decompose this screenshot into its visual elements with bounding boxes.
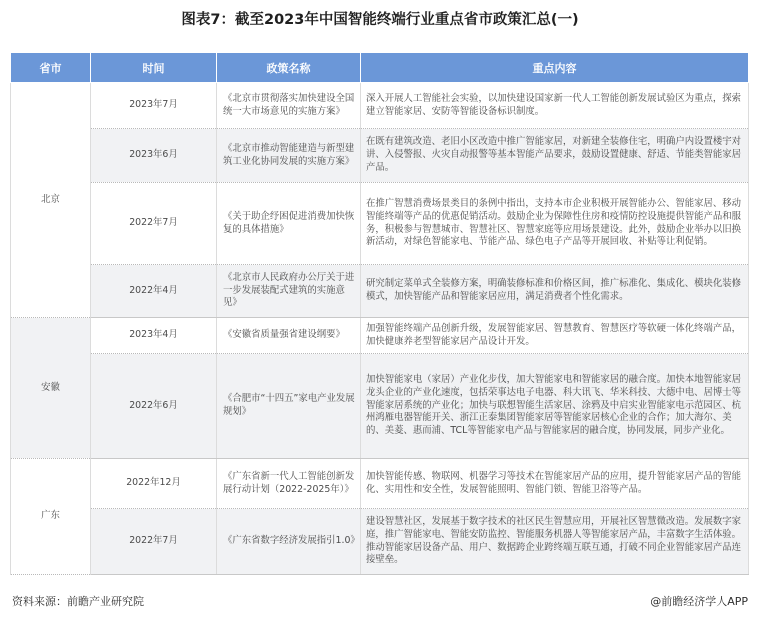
province-cell: 北京 xyxy=(11,83,91,318)
content-cell: 在推广智慧消费场景类目的条例中指出，支持本市企业积极开展智能办公、智能家居、移动智能终端等产品的优惠促销活动。鼓励企业为保障性住房和疫情防控设施提供智能产品和服务，积极参与智慧城市、智慧社区、智慧家庭等应用场景建设。此外，鼓励企业举办以旧换新活动，对绿色智能家电、节能产品、绿色电子产品等开展回收、补贴等让利促销。 xyxy=(361,183,749,265)
policy-name-cell: 《合肥市“十四五”家电产业发展规划》 xyxy=(217,354,361,459)
header-province: 省市 xyxy=(11,53,91,83)
table-header-row xyxy=(11,53,749,83)
time-cell: 2023年4月 xyxy=(91,318,217,354)
policy-name-cell: 《北京市人民政府办公厅关于进一步发展装配式建筑的实施意见》 xyxy=(217,265,361,318)
header-key-content: 重点内容 xyxy=(361,53,749,83)
source-note: 资料来源：前瞻产业研究院 xyxy=(12,595,144,608)
table-row xyxy=(11,459,749,509)
time-cell: 2022年4月 xyxy=(91,265,217,318)
time-cell: 2022年6月 xyxy=(91,354,217,459)
content-cell: 加快智能家电（家居）产业化步伐，加大智能家电和智能家居的融合度。加快本地智能家居龙头企业的产业化速度，包括荣事达电子电器、科大讯飞、华米科技、大德中电、居博士等智能家居系统的产业化；加快与联想智能生活家居、涂鸦及中启实业智能家电示范园区、杭州鸿雁电器智能开关、浙江正泰集团智能家居等智能家居核心企业的合作；加大海尔、美的、美菱、惠而浦、TCL等智能家电产品与智能家居的融合度，协同发展，同步产业化。 xyxy=(361,354,749,459)
time-cell: 2022年12月 xyxy=(91,459,217,509)
table-row xyxy=(11,509,749,575)
table-row xyxy=(11,354,749,459)
table-row xyxy=(11,318,749,354)
chart-title: 图表7：截至2023年中国智能终端行业重点省市政策汇总(一) xyxy=(181,12,579,28)
header-time: 时间 xyxy=(91,53,217,83)
time-cell: 2023年6月 xyxy=(91,129,217,183)
time-cell: 2022年7月 xyxy=(91,509,217,575)
province-cell: 广东 xyxy=(11,459,91,575)
policy-name-cell: 《关于助企纾困促进消费加快恢复的具体措施》 xyxy=(217,183,361,265)
policy-table xyxy=(10,52,749,575)
content-cell: 在既有建筑改造、老旧小区改造中推广智能家居，对新建全装修住宅，明确户内设置楼宇对讲、入侵警报、火灾自动报警等基本智能产品要求，鼓励设置健康、舒适、节能类智能家居产品。 xyxy=(361,129,749,183)
time-cell: 2022年7月 xyxy=(91,183,217,265)
table-row xyxy=(11,129,749,183)
table-row xyxy=(11,265,749,318)
content-cell: 建设智慧社区，发展基于数字技术的社区民生智慧应用，开展社区智慧微改造。发展数字家庭，推广智能家电、智能安防监控、智能服务机器人等智能家居产品，丰富数字生活体验。推动智能家居设备产品、用户、数据跨企业跨终端互联互通，打破不同企业智能家居产品连接壁垒。 xyxy=(361,509,749,575)
credit-note: @前瞻经济学人APP xyxy=(650,595,748,608)
content-cell: 研究制定菜单式全装修方案，明确装修标准和价格区间，推广标准化、集成化、模块化装修模式，加快智能产品和智能家居应用，满足消费者个性化需求。 xyxy=(361,265,749,318)
policy-name-cell: 《北京市贯彻落实加快建设全国统一大市场意见的实施方案》 xyxy=(217,83,361,129)
province-cell: 安徽 xyxy=(11,318,91,459)
policy-name-cell: 《广东省新一代人工智能创新发展行动计划（2022-2025年）》 xyxy=(217,459,361,509)
content-cell: 深入开展人工智能社会实验，以加快建设国家新一代人工智能创新发展试验区为重点，探索建立智能家居、安防等智能设备标识制度。 xyxy=(361,83,749,129)
header-policy-name: 政策名称 xyxy=(217,53,361,83)
content-cell: 加快智能传感、物联网、机器学习等技术在智能家居产品的应用，提升智能家居产品的智能化、实用性和安全性，发展智能照明、智能门锁、智能卫浴等产品。 xyxy=(361,459,749,509)
time-cell: 2023年7月 xyxy=(91,83,217,129)
policy-name-cell: 《安徽省质量强省建设纲要》 xyxy=(217,318,361,354)
content-cell: 加强智能终端产品创新升级，发展智能家居、智慧教育、智慧医疗等软硬一体化终端产品，加快健康养老型智能家居产品设计开发。 xyxy=(361,318,749,354)
table-row xyxy=(11,83,749,129)
policy-name-cell: 《北京市推动智能建造与新型建筑工业化协同发展的实施方案》 xyxy=(217,129,361,183)
policy-name-cell: 《广东省数字经济发展指引1.0》 xyxy=(217,509,361,575)
table-row xyxy=(11,183,749,265)
